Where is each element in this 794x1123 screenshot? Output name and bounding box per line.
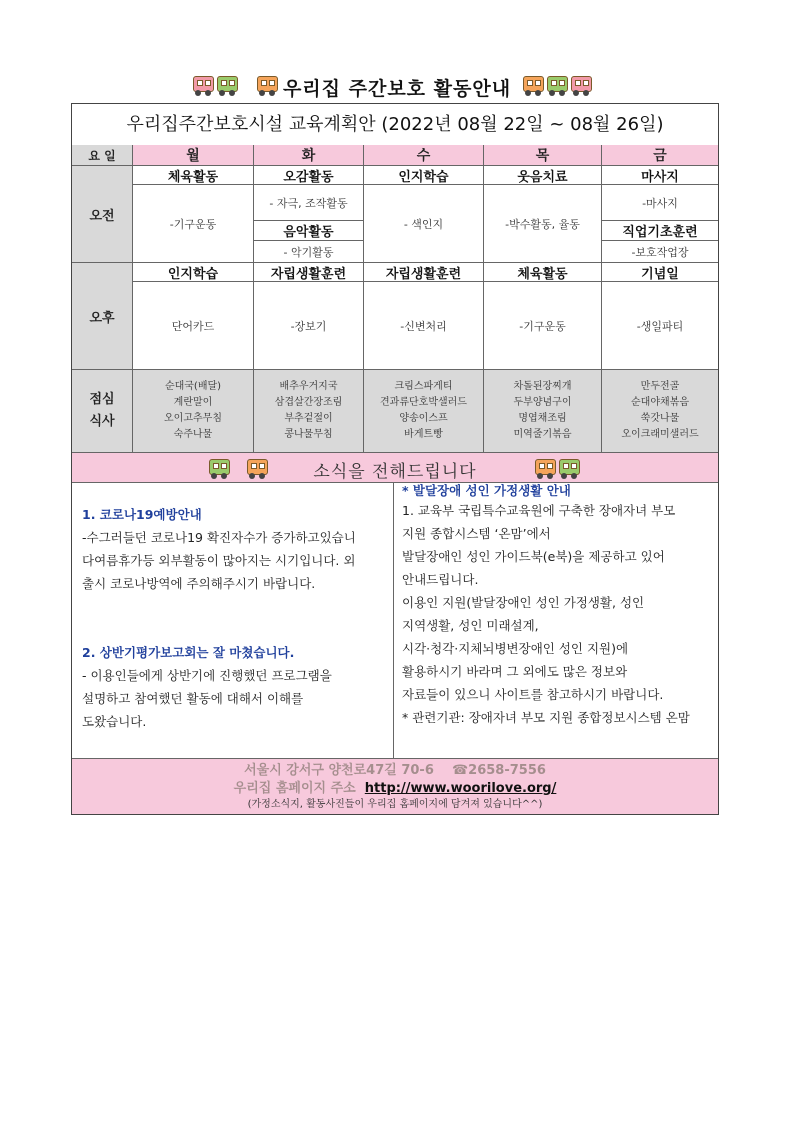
page-header xyxy=(0,70,794,104)
menu-item: 순대국(배달) xyxy=(164,381,222,392)
activity-title: 자립생활훈련 xyxy=(363,262,483,281)
activity-detail: -박수활동, 율동 xyxy=(483,184,601,262)
news-line: 1. 교육부 국립특수교육원에 구축한 장애자녀 부모 xyxy=(402,503,676,518)
menu-item: 부추겉절이 xyxy=(284,413,333,424)
news-right-column xyxy=(394,483,718,758)
lunch-menu-fri xyxy=(601,369,718,452)
menu-item: 크림스파게티 xyxy=(394,381,453,392)
menu-item: 숙주나물 xyxy=(173,429,213,440)
menu-item: 명엽채조림 xyxy=(518,413,567,424)
homepage-label: 우리집 홈페이지 주소 xyxy=(233,781,356,796)
news-line: * 관련기관: 장애자녀 부모 지원 종합정보시스템 온맘 xyxy=(402,710,690,725)
activity-title: 체육활동 xyxy=(483,262,601,281)
lunch-menu-mon xyxy=(132,369,253,452)
activity-detail: -마사지 xyxy=(601,184,718,220)
activity-title: 음악활동 xyxy=(253,220,363,240)
row-label-lunch xyxy=(72,369,132,452)
row-label-morning: 오전 xyxy=(72,165,132,262)
news-line: 다여름휴가등 외부활동이 많아지는 시기입니다. 외 xyxy=(82,553,356,568)
menu-item: 콩나물무침 xyxy=(284,429,333,440)
day-header-tue: 화 xyxy=(253,145,363,165)
menu-item: 견과류단호박샐러드 xyxy=(380,397,467,408)
day-header-mon: 월 xyxy=(132,145,253,165)
menu-item: 오이고추무침 xyxy=(164,413,222,424)
row-label-afternoon: 오후 xyxy=(72,262,132,369)
activity-detail: - 색인지 xyxy=(363,184,483,262)
news-banner xyxy=(72,452,718,483)
menu-item: 두부양념구이 xyxy=(513,397,572,408)
activity-detail: -보호작업장 xyxy=(601,240,718,262)
news-line: 지역생활, 성인 미래설계, xyxy=(402,618,539,633)
news-heading: 2. 상반기평가보고회는 잘 마쳤습니다. xyxy=(82,645,295,660)
activity-detail: -기구운동 xyxy=(132,184,253,262)
menu-item: 차돌된장찌개 xyxy=(513,381,572,392)
news-line: -수그러들던 코로나19 확진자수가 증가하고있습니 xyxy=(82,530,356,545)
activity-title: 마사지 xyxy=(601,165,718,184)
lunch-label-2: 식사 xyxy=(89,414,115,429)
activity-title: 인지학습 xyxy=(132,262,253,281)
news-line: 시각·청각·지체뇌병변장애인 성인 지원)에 xyxy=(402,641,629,656)
day-header-fri: 금 xyxy=(601,145,718,165)
news-line: 도왔습니다. xyxy=(82,714,147,729)
news-heading: 1. 코로나19예방안내 xyxy=(82,507,202,522)
menu-item: 양송이스프 xyxy=(399,413,448,424)
menu-item: 쑥갓나물 xyxy=(640,413,680,424)
footer xyxy=(72,758,718,814)
homepage-link[interactable]: http://www.woorilove.org/ xyxy=(364,781,557,796)
news-line: 출시 코로나방역에 주의해주시기 바랍니다. xyxy=(82,576,316,591)
news-line: 발달장애인 성인 가이드북(e북)을 제공하고 있어 xyxy=(402,549,665,564)
page-title: 우리집 주간보호 활동안내 xyxy=(282,78,512,100)
day-header-wed: 수 xyxy=(363,145,483,165)
news-line: 활용하시기 바라며 그 외에도 많은 정보와 xyxy=(402,664,628,679)
news-title: 소식을 전해드립니다 xyxy=(313,462,477,482)
menu-item: 계란말이 xyxy=(173,397,213,408)
footer-note: (가정소식지, 활동사진들이 우리집 홈페이지에 담겨져 있습니다^^) xyxy=(247,799,543,810)
news-line: 이용인 지원(발달장애인 성인 가정생활, 성인 xyxy=(402,595,645,610)
news-left-column xyxy=(72,483,394,758)
footer-homepage-line xyxy=(72,780,718,798)
news-line: 자료들이 있으니 사이트를 참고하시기 바랍니다. xyxy=(402,687,664,702)
menu-item: 배추우거지국 xyxy=(279,381,338,392)
menu-item: 미역줄기볶음 xyxy=(513,429,572,440)
activity-title: 오감활동 xyxy=(253,165,363,184)
activity-title: 체육활동 xyxy=(132,165,253,184)
activity-title: 직업기초훈련 xyxy=(601,220,718,240)
lunch-menu-thu xyxy=(483,369,601,452)
phone: ☎2658-7556 xyxy=(451,763,546,778)
menu-item: 순대야채볶음 xyxy=(631,397,689,408)
news-line: 설명하고 참여했던 활동에 대해서 이해를 xyxy=(82,691,304,706)
menu-item: 바게트빵 xyxy=(404,429,443,440)
news-line: 안내드립니다. xyxy=(402,572,479,587)
news-heading: * 발달장애 성인 가정생활 안내 xyxy=(402,483,571,498)
lunch-menu-wed xyxy=(363,369,483,452)
activity-title: 기념일 xyxy=(601,262,718,281)
activity-title: 웃음치료 xyxy=(483,165,601,184)
menu-item: 만두전골 xyxy=(640,381,680,392)
news-line: - 이용인들에게 상반기에 진행했던 프로그램을 xyxy=(82,668,332,683)
day-label: 요 일 xyxy=(72,145,132,165)
activity-detail: -신변처리 xyxy=(363,281,483,369)
news-line: 지원 종합시스템 ‘온맘’에서 xyxy=(402,526,551,541)
activity-detail: - 악기활동 xyxy=(253,240,363,262)
address: 서울시 강서구 양천로47길 70-6 xyxy=(244,763,434,778)
activity-detail: 단어카드 xyxy=(132,281,253,369)
lunch-menu-tue xyxy=(253,369,363,452)
plan-title: 우리집주간보호시설 교육계획안 (2022년 08월 22일 ~ 08월 26일) xyxy=(72,104,718,146)
activity-detail: -생일파티 xyxy=(601,281,718,369)
activity-title: 자립생활훈련 xyxy=(253,262,363,281)
lunch-label-1: 점심 xyxy=(89,392,115,407)
education-plan-document xyxy=(71,103,719,815)
activity-detail: -기구운동 xyxy=(483,281,601,369)
day-header-thu: 목 xyxy=(483,145,601,165)
menu-item: 오이크래미샐러드 xyxy=(621,429,699,440)
activity-title: 인지학습 xyxy=(363,165,483,184)
footer-address-line xyxy=(72,761,718,780)
activity-detail: -장보기 xyxy=(253,281,363,369)
activity-detail: - 자극, 조작활동 xyxy=(253,184,363,220)
menu-item: 삼겹살간장조림 xyxy=(274,397,343,408)
